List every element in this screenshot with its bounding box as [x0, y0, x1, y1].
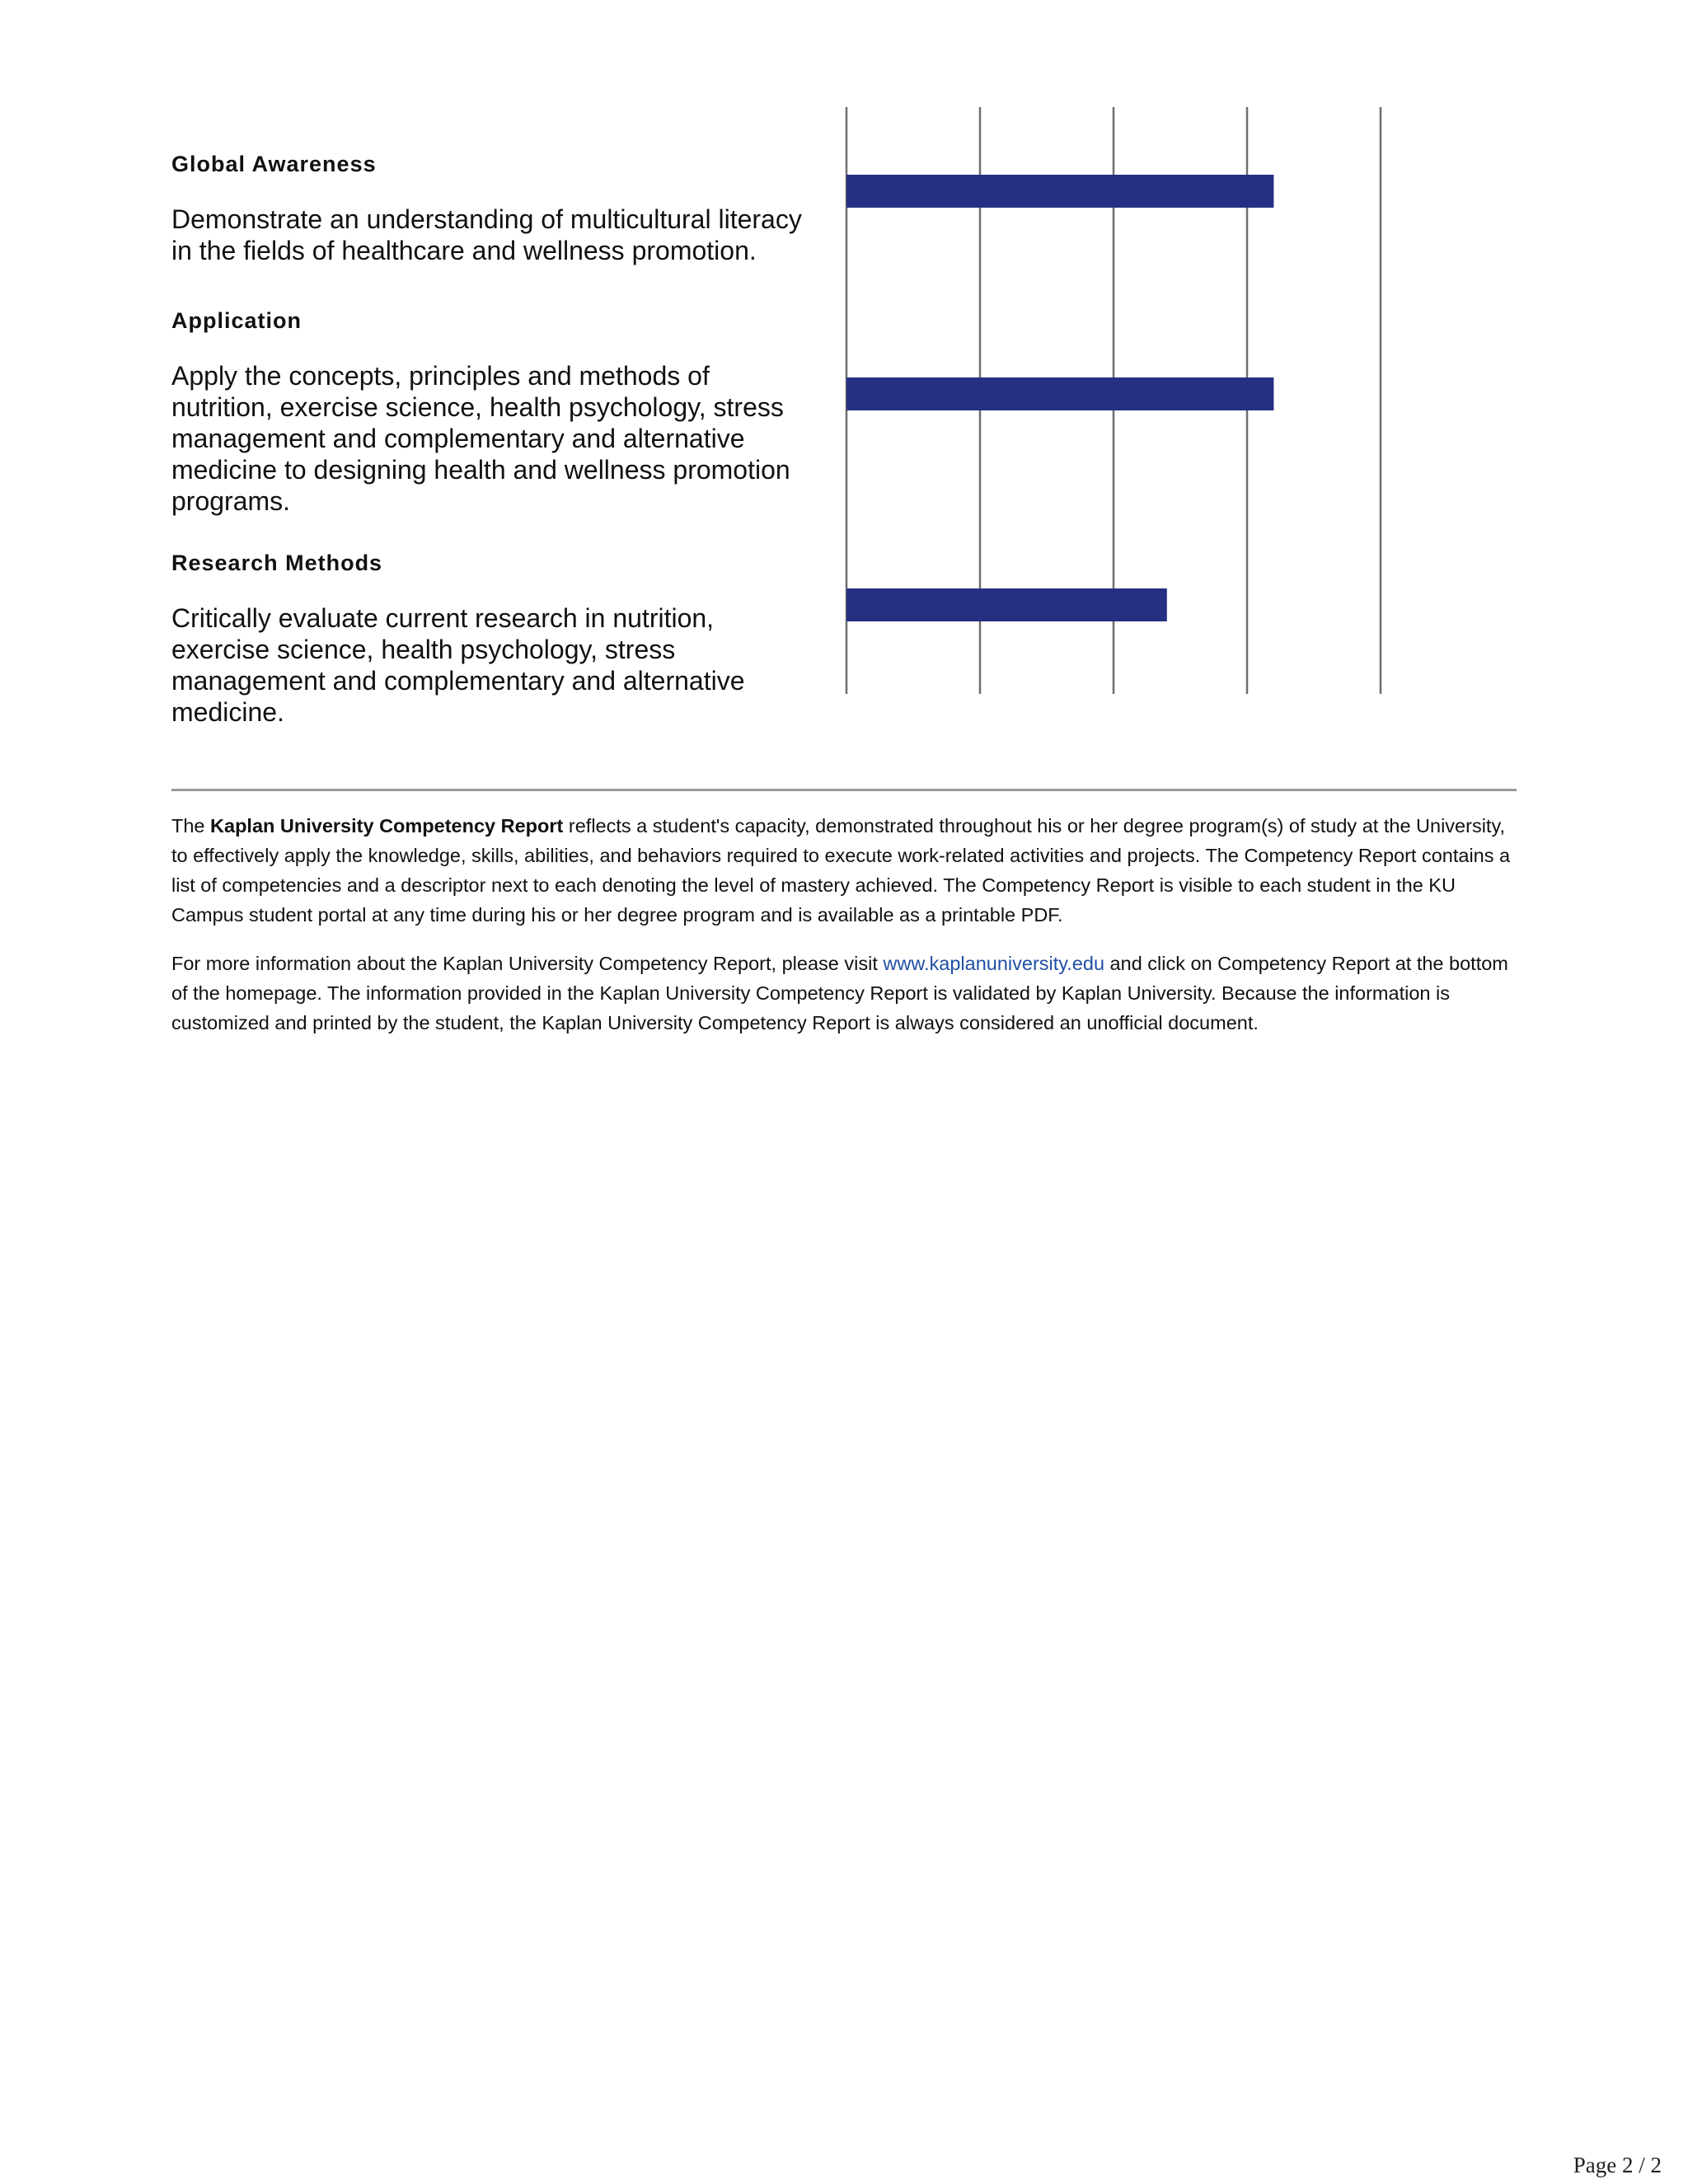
competency-title: Research Methods: [171, 551, 383, 575]
competency-description: Critically evaluate current research in nutrition, exercise science, health psychology, stress management and complementary and alternative medicine.: [171, 603, 745, 727]
page-number: Page 2 / 2: [1573, 2153, 1662, 2177]
section-divider: [171, 789, 1517, 791]
report-explanation: [171, 811, 1517, 930]
text-segment: reflects a student's capacity, demonstrated throughout his or her degree program(s) of study at the University, to effectively apply the knowledge, skills, abilities, and behaviors required to execute work-related activities and projects. The Competency Report contains a list of competencies and a descriptor next to each denoting the level of mastery achieved. The Competency Report is visible to each student in the KU Campus student portal at any time during his or her degree program and is available as a printable PDF.: [171, 815, 1511, 926]
bar-application: [846, 377, 1273, 410]
competency-title: Global Awareness: [171, 152, 377, 176]
more-info-paragraph: [171, 949, 1517, 1038]
competency-global-awareness: [171, 151, 814, 266]
text-segment: and click on Competency Report at the bottom of the homepage. The information provided in the Kaplan University Competency Report is validated by Kaplan University. Because the information is customized and printed by the student, the Kaplan University Competency Report is always considered an unofficial document.: [171, 953, 1508, 1033]
competency-description: Apply the concepts, principles and methods of nutrition, exercise science, health psychology, stress management and complementary and alternative medicine to designing health and wellness promotion programs.: [171, 361, 790, 516]
competency-application: [171, 307, 814, 517]
competency-research-methods: [171, 550, 814, 728]
report-name: Kaplan University Competency Report: [210, 815, 564, 837]
mastery-chart-svg: [841, 107, 1418, 701]
competency-title: Application: [171, 308, 302, 333]
text-segment: For more information about the Kaplan University Competency Report, please visit: [171, 953, 884, 974]
bar-global-awareness: [846, 175, 1273, 208]
mastery-bar-chart: [841, 107, 1418, 701]
report-explanation-paragraph: [171, 811, 1517, 930]
competency-description: Demonstrate an understanding of multicultural literacy in the fields of healthcare and wellness promotion.: [171, 204, 802, 265]
more-info: [171, 949, 1517, 1038]
bar-research-methods: [846, 588, 1167, 621]
text-segment: The: [171, 815, 211, 837]
kaplan-website-link[interactable]: www.kaplanuniversity.edu: [883, 953, 1105, 974]
